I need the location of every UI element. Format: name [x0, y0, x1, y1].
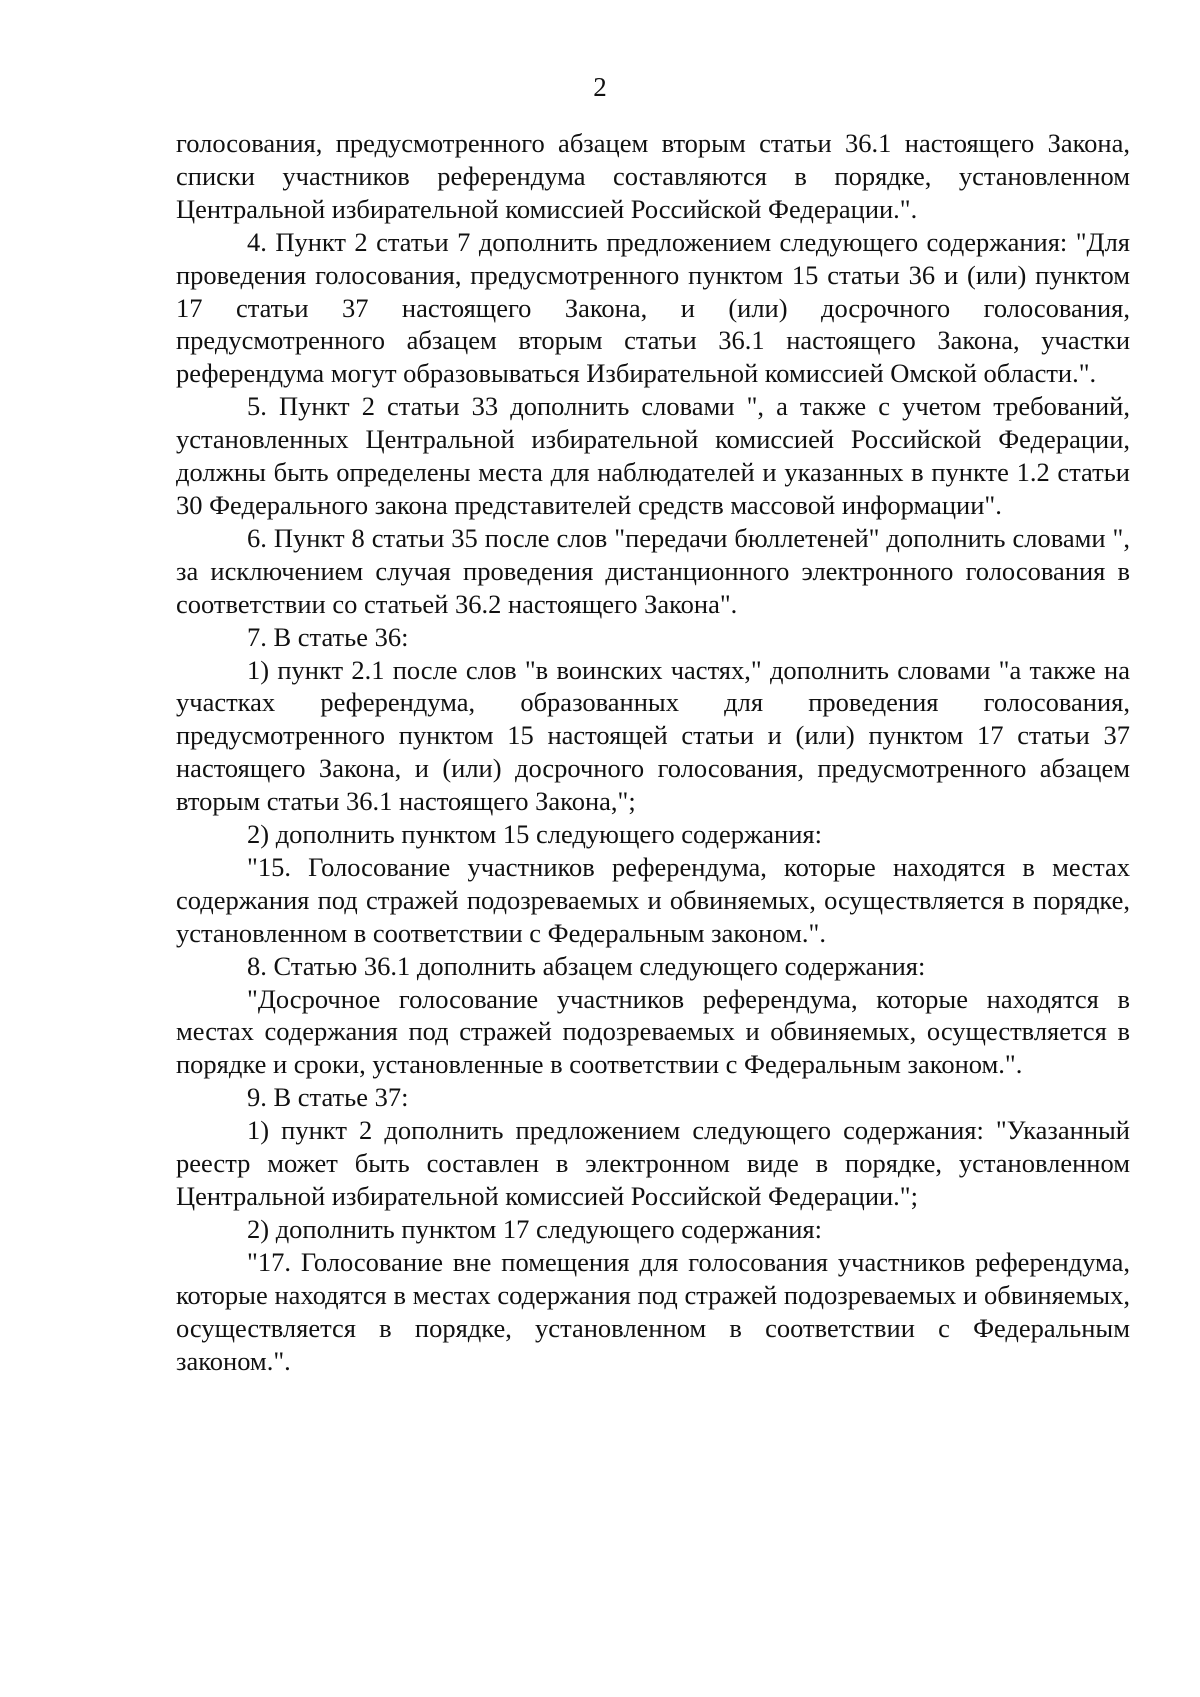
paragraph-item-7-subitem-2: 2) дополнить пунктом 15 следующего содержания:: [247, 819, 822, 850]
paragraph-item-9-subitem-2: 2) дополнить пунктом 17 следующего содержания:: [247, 1213, 822, 1244]
paragraph-continuation: голосования, предусмотренного абзацем вторым статьи 36.1 настоящего Закона, списки участников референдума составляются в порядке, установленном Центральной избирательной комиссией Российской Федерации.".: [176, 128, 1130, 224]
paragraph-item-5: 5. Пункт 2 статьи 33 дополнить словами ", а также с учетом требований, установленных Центральной избирательной комиссией Российской Федерации, должны быть определены места для наблюдателей и указанных в пункте 1.2 статьи 30 Федерального закона представителей средств массовой информации".: [176, 391, 1130, 520]
paragraph-item-7-heading: 7. В статье 36:: [247, 621, 409, 652]
paragraph-item-8-heading: 8. Статью 36.1 дополнить абзацем следующего содержания:: [247, 950, 926, 981]
paragraph-item-9-subitem-1: 1) пункт 2 дополнить предложением следующего содержания: "Указанный реестр может быть составлен в электронном виде в порядке, установленном Центральной избирательной комиссией Российской Федерации.";: [176, 1115, 1130, 1211]
paragraph-item-8-quote: "Досрочное голосование участников референдума, которые находятся в местах содержания под стражей подозреваемых и обвиняемых, осуществляется в порядке и сроки, установленные в соответствии с Федеральным законом.".: [176, 983, 1130, 1080]
paragraph-item-7-quote: "15. Голосование участников референдума, которые находятся в местах содержания под стражей подозреваемых и обвиняемых, осуществляется в порядке, установленном в соответствии с Федеральным законом.".: [176, 851, 1130, 948]
paragraph-item-9-heading: 9. В статье 37:: [247, 1082, 409, 1113]
paragraph-item-4: 4. Пункт 2 статьи 7 дополнить предложением следующего содержания: "Для проведения голосования, предусмотренного пунктом 15 статьи 36 и (или) пунктом 17 статьи 37 настоящего Закона, и (или) досрочного голосования, предусмотренного абзацем вторым статьи 36.1 настоящего Закона, участки референдума могут образовываться Избирательной комиссией Омской области.".: [176, 226, 1130, 389]
paragraph-item-7-subitem-1: 1) пункт 2.1 после слов "в воинских частях," дополнить словами "а также на участках референдума, образованных для проведения голосования, предусмотренного пунктом 15 настоящей статьи и (или) пунктом 17 статьи 37 настоящего Закона, и (или) досрочного голосования, предусмотренного абзацем вторым статьи 36.1 настоящего Закона,";: [176, 654, 1130, 817]
paragraph-item-6: 6. Пункт 8 статьи 35 после слов "передачи бюллетеней" дополнить словами ", за исключением случая проведения дистанционного электронного голосования в соответствии со статьей 36.2 настоящего Закона".: [176, 522, 1130, 619]
paragraph-item-9-quote: "17. Голосование вне помещения для голосования участников референдума, которые находятся в местах содержания под стражей подозреваемых и обвиняемых, осуществляется в порядке, установленном в соответствии с Федеральным законом.".: [176, 1246, 1130, 1376]
page-number: 2: [593, 72, 607, 102]
document-body: [176, 127, 1130, 1377]
